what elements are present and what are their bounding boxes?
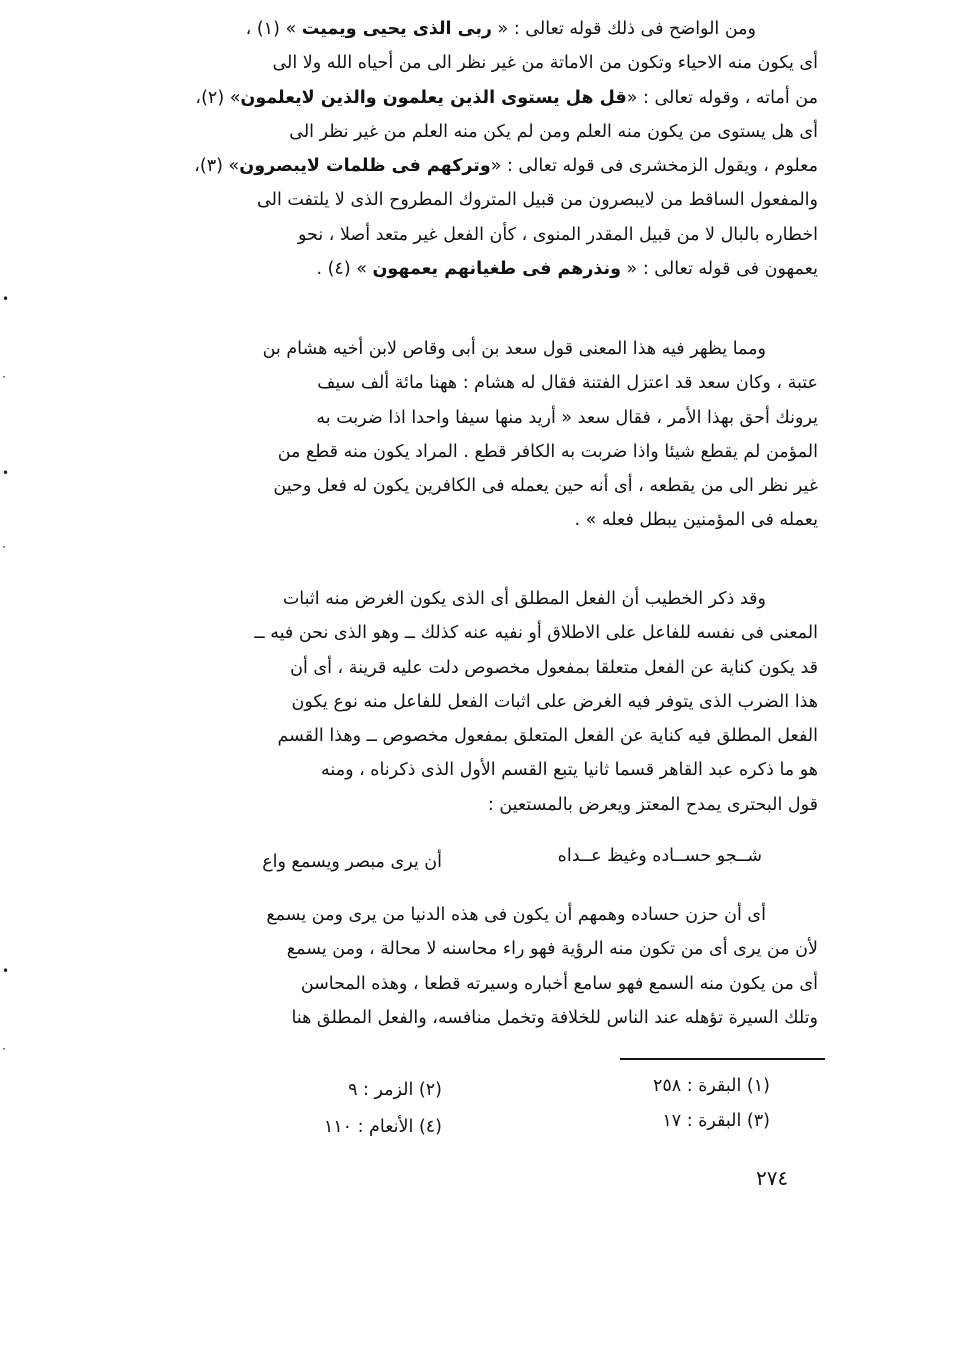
text-line: اخطاره بالبال لا من قبيل المقدر المنوى ، كأن الفعل غير متعد أصلا ، نحو (297, 224, 818, 245)
footnote-4: (٤) الأنعام : ١١٠ (323, 1117, 442, 1137)
footnote-1: (١) البقرة : ٢٥٨ (652, 1076, 770, 1096)
text-line: وتلك السيرة تؤهله عند الناس للخلافة وتخمل منافسه، والفعل المطلق هنا (291, 1007, 818, 1028)
text-line: من أماته ، وقوله تعالى : «قل هل يستوى الذين يعلمون والذين لايعلمون» (٢)، (195, 87, 818, 108)
text-line: وقد ذكر الخطيب أن الفعل المطلق أى الذى يكون الغرض منه اثبات (282, 589, 766, 609)
verse-second-hemistich: أن يرى مبصر ويسمع واع (262, 852, 442, 872)
text-line: عتبة ، وكان سعد قد اعتزل الفتنة فقال له هشام : ههنا مائة ألف سيف (317, 373, 818, 394)
quran-quote: ونذرهم فى طغيانهم يعمهون (372, 259, 621, 280)
scan-speck: • (2, 292, 10, 306)
text-line: أى من يكون منه السمع فهو سامع أخباره وسيرته قطعا ، وهذه المحاسن (300, 973, 818, 994)
text-line: يرونك أحق بهذا الأمر ، فقال سعد « أريد منها سيفا واحدا اذا ضربت به (316, 407, 818, 428)
scan-speck: · (2, 1042, 6, 1056)
text-line: هو ما ذكره عبد القاهر قسما ثانيا يتبع القسم الأول الذى ذكرناه ، ومنه (321, 760, 818, 781)
text-line: يعمله فى المؤمنين يبطل فعله » . (574, 510, 818, 531)
text-line: الفعل المطلق فيه كناية عن الفعل المتعلق بمفعول مخصوص ــ وهذا القسم (277, 726, 818, 747)
text-line: لأن من يرى أى من تكون منه الرؤية فهو راء محاسنه لا محالة ، ومن يسمع (286, 939, 818, 960)
text-line: يعمهون فى قوله تعالى : « ونذرهم فى طغيانهم يعمهون » (٤) . (316, 259, 818, 280)
text-line: قد يكون كناية عن الفعل متعلقا بمفعول مخصوص دلت عليه قرينة ، أى أن (290, 657, 818, 678)
quran-quote: وتركهم فى ظلمات لايبصرون (239, 156, 491, 177)
text-line: هذا الضرب الذى يتوفر فيه الغرض على اثبات الفعل للفاعل منه نوع يكون (291, 691, 818, 712)
verse-first-hemistich: شــجو حســاده وغيظ عــداه (557, 846, 762, 866)
quran-quote: ربى الذى يحيى ويميت (301, 19, 492, 39)
text-line: غير نظر الى من يقطعه ، أى أنه حين يعمله فى الكافرين يكون له فعل وحين (273, 476, 818, 497)
scan-speck: · (2, 370, 6, 384)
scan-speck: • (2, 466, 10, 480)
text-line: والمفعول الساقط من لايبصرون من قبيل المتروك المطروح الذى لا يلتفت الى (257, 190, 818, 211)
text-line: أى هل يستوى من يكون منه العلم ومن لم يكن منه العلم من غير نظر الى (289, 121, 818, 142)
text-line: معلوم ، ويقول الزمخشرى فى قوله تعالى : «وتركهم فى ظلمات لايبصرون» (٣)، (194, 156, 818, 177)
paragraph-1 (140, 12, 818, 286)
paragraph-2 (140, 332, 818, 538)
paragraph-4 (140, 898, 818, 1035)
text-line: ومما يظهر فيه هذا المعنى قول سعد بن أبى وقاص لابن أخيه هشام بن (262, 339, 766, 359)
text-line: المؤمن لم يقطع شيئا واذا ضربت به الكافر قطع . المراد يكون منه قطع من (277, 441, 818, 462)
footnote-2: (٢) الزمر : ٩ (348, 1080, 442, 1100)
quran-quote: قل هل يستوى الذين يعلمون والذين لايعلمون (240, 87, 627, 108)
poetry-verse (190, 838, 780, 878)
text-line: ومن الواضح فى ذلك قوله تعالى : « ربى الذى يحيى ويميت » (١) ، (245, 19, 756, 39)
text-line: أى أن حزن حساده وهمهم أن يكون فى هذه الدنيا من يرى ومن يسمع (266, 905, 766, 925)
paragraph-3 (140, 582, 818, 822)
text-line: أى يكون منه الاحياء وتكون من الاماتة من غير نظر الى من أحياه الله ولا الى (272, 53, 818, 74)
footnote-3: (٣) البقرة : ١٧ (662, 1111, 770, 1131)
scan-speck: • (2, 964, 10, 978)
text-line: قول البحترى يمدح المعتز ويعرض بالمستعين : (487, 794, 818, 815)
text-line: المعنى فى نفسه للفاعل على الاطلاق أو نفيه عنه كذلك ــ وهو الذى نحن فيه ــ (254, 623, 818, 644)
footnote-separator (620, 1058, 825, 1060)
page-number: ٢٧٤ (756, 1166, 789, 1190)
scan-speck: · (2, 540, 6, 554)
